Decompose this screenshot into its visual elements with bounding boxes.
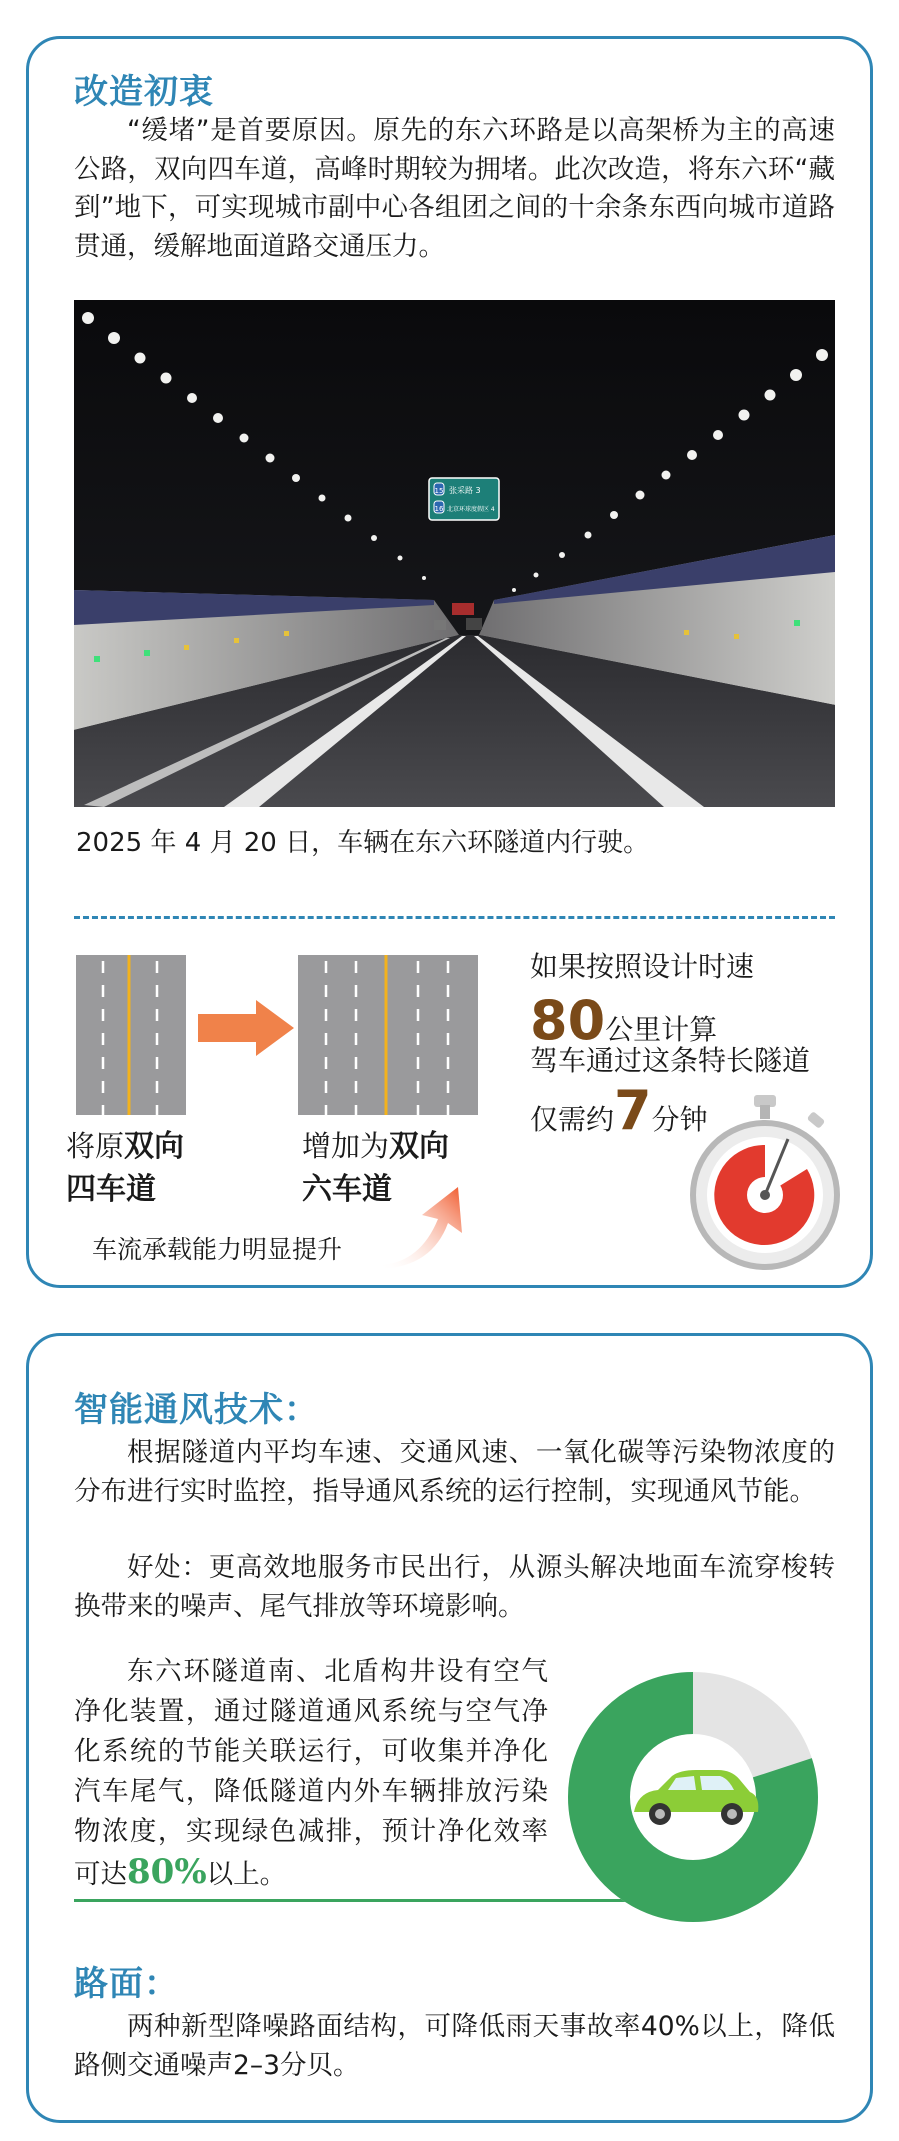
purification-text: 东六环隧道南、北盾构井设有空气净化装置，通过隧道通风系统与空气净化系统的节能关联运行，可收集并净化汽车尾气，降低隧道内外车辆排放污染物浓度，实现绿色减排，预计净化效率可达 [74,1656,548,1890]
speed-intro: 如果按照设计时速 [530,950,755,983]
photo-caption: 2025 年 4 月 20 日，车辆在东六环隧道内行驶。 [76,828,650,858]
minutes-unit: 分钟 [651,1103,708,1136]
sign-text-2: 北京环球度假区 4 [447,506,495,513]
ventilation-paragraph: 根据隧道内平均车速、交通风速、一氧化碳等污染物浓度的分布进行实时监控，指导通风系统的运行控制，实现通风节能。 [74,1437,835,1507]
section-title-renovation: 改造初衷 [74,72,214,112]
capacity-note: 车流承载能力明显提升 [92,1235,343,1264]
benefit-paragraph: 好处：更高效地服务市民出行，从源头解决地面车流穿梭转换带来的噪声、尾气排放等环境影响。 [74,1552,835,1622]
sign-text-1: 张采路 3 [449,486,481,495]
six-lane-label-bold1: 双向 [389,1129,450,1164]
four-lane-label-bold1: 双向 [124,1129,185,1164]
minutes-prefix: 仅需约 [530,1103,615,1136]
purification-paragraph [74,1652,548,1895]
speed-unit: 公里计算 [605,1013,718,1046]
four-lane-label [66,1125,184,1211]
tunnel-photo [74,300,835,807]
section-title-ventilation: 智能通风技术： [74,1390,319,1430]
purification-efficiency: 80% [127,1852,207,1892]
minutes-value: 7 [614,1079,652,1142]
car-icon [634,1770,758,1825]
six-lane-road-icon [298,955,478,1115]
green-divider [74,1899,634,1902]
speed-value: 80 [530,989,606,1052]
efficiency-donut-chart [568,1672,818,1922]
road-surface-paragraph: 两种新型降噪路面结构，可降低雨天事故率40%以上，降低路侧交通噪声2–3分贝。 [74,2011,835,2081]
four-lane-label-prefix: 将原 [66,1129,125,1163]
sign-exit-number-1: 15 [434,487,444,495]
sign-exit-number-2: 16 [434,505,444,513]
six-lane-label-bold2: 六车道 [302,1172,392,1207]
renovation-paragraph: “缓堵”是首要原因。原先的东六环路是以高架桥为主的高速公路，双向四车道，高峰时期较为拥堵。此次改造，将东六环“藏到”地下，可实现城市副中心各组团之间的十余条东西向城市道路贯通，缓解地面道路交通压力。 [74,115,835,262]
four-lane-label-bold2: 四车道 [66,1172,156,1207]
six-lane-label-prefix: 增加为 [302,1129,390,1163]
four-lane-road-icon [76,955,186,1115]
purification-tail: 以上。 [206,1859,287,1890]
curved-arrow-up-icon [380,1185,470,1270]
dashed-divider [74,916,835,919]
arrow-right-icon [198,1000,296,1056]
minutes-line [530,1079,708,1142]
stopwatch-icon [690,1095,840,1270]
section-title-road-surface: 路面： [74,1964,179,2004]
tunnel-line: 驾车通过这条特长隧道 [530,1044,811,1077]
